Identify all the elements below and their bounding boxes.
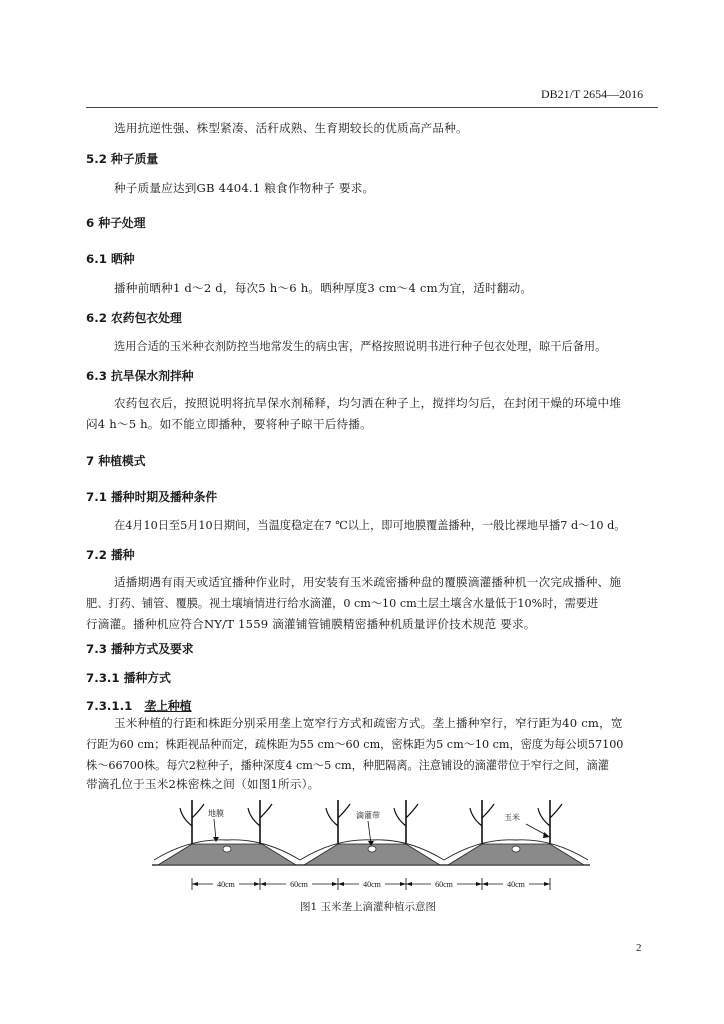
paragraph-7-3-line1: 玉米种植的行距和株距分别采用垄上宽窄行方式和疏密方式。垄上播种窄行，窄行距为40 cm，宽: [114, 716, 623, 730]
drip-tube-3: [512, 846, 520, 852]
paragraph-7-2-line1: 适播期遇有雨天或适宜播种作业时，用安装有玉米疏密播种盘的覆膜滴灌播种机一次完成播种、施: [114, 575, 622, 589]
paragraph-7-3-line4: 带滴孔位于玉米2株密株之间（如图1所示）。: [86, 777, 320, 791]
heading-6: 6 种子处理: [86, 216, 146, 230]
heading-7-3-1-1: [86, 697, 192, 714]
label-corn: 玉米: [504, 813, 520, 822]
arrow-drip-tube: [368, 821, 371, 844]
corn-plant: [180, 800, 204, 844]
label-drip-tube: 滴灌带: [356, 811, 380, 820]
arrow-mulch: [214, 819, 216, 840]
header-rule: [86, 107, 658, 108]
drip-tube-1: [223, 846, 231, 852]
document-code: DB21/T 2654—2016: [541, 87, 644, 101]
heading-6-3: 6.3 抗旱保水剂拌种: [86, 369, 194, 383]
dim-label: 40cm: [217, 880, 235, 889]
corn-plant: [326, 800, 350, 844]
dim-label: 40cm: [507, 880, 525, 889]
paragraph-5-2: 种子质量应达到GB 4404.1 粮食作物种子 要求。: [114, 181, 375, 195]
heading-5-2: 5.2 种子质量: [86, 152, 159, 166]
heading-7-3-1-1-number: 7.3.1.1: [86, 699, 133, 713]
paragraph-6-3-line2: 闷4 h～5 h。如不能立即播种，要将种子晾干后待播。: [86, 417, 372, 431]
corn-plant: [538, 800, 562, 844]
paragraph-variety: 选用抗逆性强、株型紧凑、活秆成熟、生育期较长的优质高产品种。: [114, 121, 468, 135]
paragraph-6-1: 播种前晒种1 d～2 d，每次5 h～6 h。晒种厚度3 cm～4 cm为宜，适时翻动。: [114, 281, 533, 295]
heading-7-3-1-1-title: 垄上种植: [144, 699, 192, 713]
dim-label: 60cm: [435, 880, 453, 889]
ridge-3: [444, 840, 588, 865]
paragraph-6-2: 选用合适的玉米种衣剂防控当地常发生的病虫害，严格按照说明书进行种子包衣处理，晾干后备用。: [114, 340, 607, 353]
figure-caption: 图1 玉米垄上滴灌种植示意图: [300, 901, 437, 913]
dim-label: 60cm: [290, 880, 308, 889]
paragraph-7-3-line3: 株～66700株。每穴2粒种子，播种深度4 cm～5 cm，种肥隔离。注意铺设的滴灌带位于窄行之间，滴灌: [86, 759, 609, 772]
paragraph-7-2-line2: 肥、打药、铺管、覆膜。视土壤墒情进行给水滴灌，0 cm～10 cm土层土壤含水量低于10%时，需要进: [86, 597, 599, 610]
ridge-1: [154, 840, 300, 865]
heading-7-1: 7.1 播种时期及播种条件: [86, 490, 218, 504]
dim-label: 40cm: [363, 880, 381, 889]
heading-7: 7 种植模式: [86, 454, 146, 468]
paragraph-7-1: 在4月10日至5月10日期间，当温度稳定在7 ℃以上，即可地膜覆盖播种，一般比裸地早播7 d～10 d。: [114, 519, 626, 532]
heading-6-2: 6.2 农药包衣处理: [86, 311, 182, 325]
heading-7-3: 7.3 播种方式及要求: [86, 642, 194, 656]
label-mulch: 地膜: [208, 809, 224, 818]
paragraph-7-3-line2: 行距为60 cm；株距视品种而定，疏株距为55 cm～60 cm，密株距为5 cm～10 cm，密度为每公顷57100: [86, 738, 624, 751]
heading-7-2: 7.2 播种: [86, 548, 135, 562]
page-number: 2: [636, 942, 642, 954]
corn-plant: [394, 800, 418, 844]
heading-7-3-1: 7.3.1 播种方式: [86, 671, 171, 685]
corn-plant: [470, 800, 494, 844]
drip-tube-2: [368, 846, 376, 852]
paragraph-7-2-line3: 行滴灌。播种机应符合NY/T 1559 滴灌铺管铺膜精密播种机质量评价技术规范 要求。: [86, 617, 536, 631]
heading-6-1: 6.1 晒种: [86, 252, 135, 266]
paragraph-6-3-line1: 农药包衣后，按照说明将抗旱保水剂稀释，均匀洒在种子上，搅拌均匀后，在封闭干燥的环境中堆: [114, 396, 622, 410]
corn-plants: [180, 800, 562, 844]
corn-plant: [248, 800, 272, 844]
figure-ridge-drip-diagram: [150, 796, 594, 896]
